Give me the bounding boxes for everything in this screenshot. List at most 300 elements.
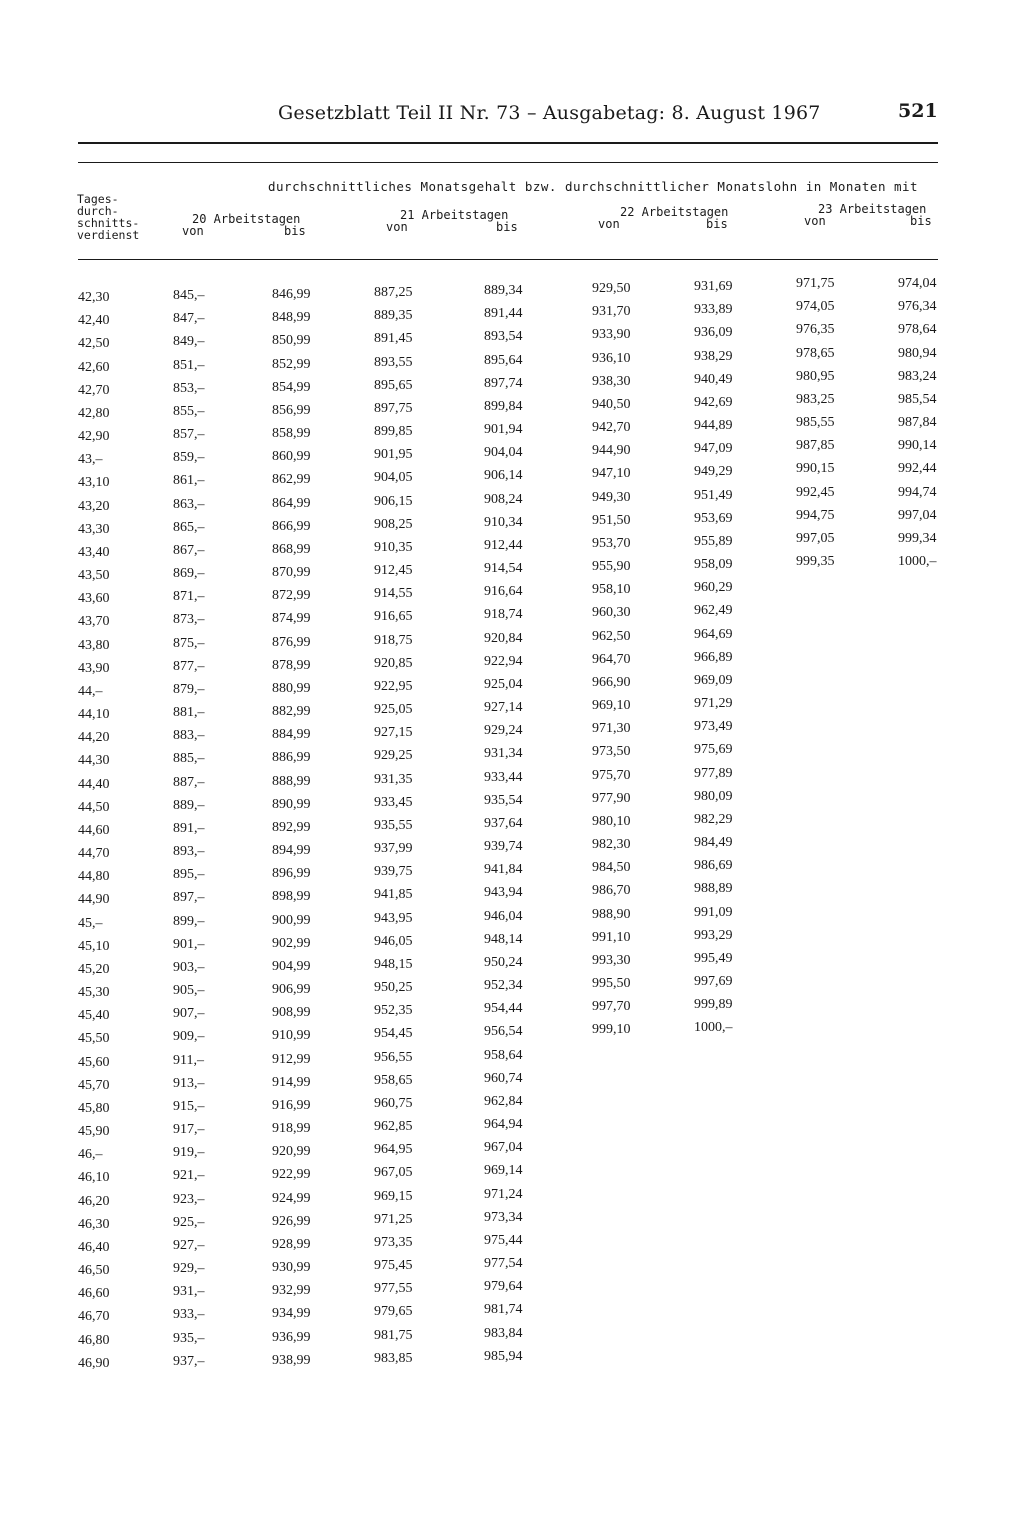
cell-von-23: 994,75 [796,507,835,523]
cell-tagesverdienst: 42,40 [78,313,110,329]
cell-bis-20: 928,99 [272,1236,311,1252]
cell-von-20: 851,– [173,357,205,373]
cell-von-22: 964,70 [592,651,631,667]
cell-tagesverdienst: 44,20 [78,730,110,746]
cell-von-21: 910,35 [374,539,413,555]
cell-bis-22: 936,09 [694,325,733,341]
cell-von-20: 907,– [173,1006,205,1022]
cell-bis-22: 988,89 [694,881,733,897]
cell-tagesverdienst: 43,30 [78,521,110,537]
cell-von-20: 871,– [173,589,205,605]
cell-von-20: 937,– [173,1353,205,1369]
span-header: durchschnittliches Monatsgehalt bzw. durchschnittlicher Monatslohn in Monaten mit [268,179,919,194]
cell-von-22: 958,10 [592,582,631,598]
cell-von-21: 920,85 [374,655,413,671]
cell-bis-21: 895,64 [484,352,523,368]
cell-tagesverdienst: 46,70 [78,1309,110,1325]
cell-von-21: 929,25 [374,748,413,764]
cell-von-21: 912,45 [374,563,413,579]
cell-von-20: 845,– [173,288,205,303]
cell-bis-22: 960,29 [694,580,733,596]
cell-von-22: 966,90 [592,674,631,690]
cell-bis-22: 962,49 [694,603,733,619]
cell-von-20: 889,– [173,797,205,813]
cell-von-20: 935,– [173,1330,205,1346]
cell-bis-22: 997,69 [694,974,733,990]
cell-tagesverdienst: 44,40 [78,776,110,792]
cell-von-23: 983,25 [796,391,835,407]
cell-bis-22: 931,69 [694,279,733,294]
cell-von-20: 923,– [173,1191,205,1207]
cell-von-21: 958,65 [374,1072,413,1088]
cell-tagesverdienst: 45,80 [78,1100,110,1116]
group-bis-label: bis [284,224,306,238]
cell-von-21: 941,85 [374,887,413,903]
cell-von-21: 950,25 [374,980,413,996]
cell-bis-22: 969,09 [694,672,733,688]
cell-von-21: 918,75 [374,632,413,648]
cell-tagesverdienst: 43,50 [78,568,110,584]
cell-von-20: 893,– [173,844,205,860]
cell-von-20: 899,– [173,913,205,929]
cell-bis-22: 949,29 [694,464,733,480]
cell-bis-20: 886,99 [272,750,311,766]
cell-von-21: 971,25 [374,1211,413,1227]
cell-bis-21: 977,54 [484,1256,523,1272]
cell-bis-20: 850,99 [272,333,311,349]
cell-bis-20: 910,99 [272,1028,311,1044]
cell-bis-22: 1000,– [694,1020,733,1036]
cell-tagesverdienst: 45,20 [78,961,110,977]
cell-bis-21: 967,04 [484,1140,523,1156]
cell-tagesverdienst: 44,90 [78,892,110,908]
cell-tagesverdienst: 44,80 [78,869,110,885]
cell-tagesverdienst: 43,70 [78,614,110,630]
cell-von-22: 995,50 [592,976,631,992]
cell-bis-20: 922,99 [272,1167,311,1183]
cell-bis-22: 982,29 [694,811,733,827]
cell-von-22: 947,10 [592,466,631,482]
cell-von-20: 849,– [173,334,205,350]
cell-von-21: 906,15 [374,493,413,509]
cell-bis-21: 964,94 [484,1117,523,1133]
cell-von-20: 927,– [173,1237,205,1253]
cell-bis-20: 896,99 [272,866,311,882]
cell-tagesverdienst: 44,30 [78,753,110,769]
cell-bis-21: 914,54 [484,561,523,577]
cell-bis-21: 971,24 [484,1186,523,1202]
group-bis-label: bis [496,220,518,234]
cell-bis-20: 888,99 [272,773,311,789]
cell-tagesverdienst: 42,70 [78,382,110,398]
cell-von-21: 922,95 [374,678,413,694]
cell-bis-20: 854,99 [272,379,311,395]
cell-tagesverdienst: 43,60 [78,591,110,607]
cell-tagesverdienst: 44,10 [78,707,110,723]
cell-bis-21: 981,74 [484,1302,523,1318]
cell-von-20: 869,– [173,566,205,582]
cell-von-22: 931,70 [592,304,631,320]
cell-bis-20: 878,99 [272,657,311,673]
cell-von-21: 904,05 [374,470,413,486]
cell-bis-20: 852,99 [272,356,311,372]
cell-tagesverdienst: 45,40 [78,1008,110,1024]
cell-tagesverdienst: 42,30 [78,290,110,305]
cell-bis-21: 912,44 [484,537,523,553]
cell-von-20: 881,– [173,705,205,721]
cell-von-21: 927,15 [374,725,413,741]
cell-bis-22: 999,89 [694,997,733,1013]
cell-bis-21: 950,24 [484,954,523,970]
cell-bis-20: 930,99 [272,1260,311,1276]
cell-von-20: 847,– [173,311,205,327]
cell-von-20: 883,– [173,728,205,744]
row-label-header-line: durch- [77,204,119,218]
cell-bis-20: 898,99 [272,889,311,905]
cell-von-21: 969,15 [374,1188,413,1204]
cell-bis-21: 901,94 [484,422,523,438]
cell-bis-20: 900,99 [272,912,311,928]
table-top-rule [78,162,938,163]
cell-von-22: 986,70 [592,883,631,899]
cell-bis-22: 953,69 [694,510,733,526]
cell-von-23: 974,05 [796,299,835,315]
cell-bis-21: 893,54 [484,329,523,345]
cell-von-21: 979,65 [374,1304,413,1320]
cell-bis-21: 941,84 [484,862,523,878]
cell-bis-21: 931,34 [484,746,523,762]
group-von-label: von [598,217,620,231]
cell-von-22: 997,70 [592,999,631,1015]
cell-von-21: 887,25 [374,285,413,300]
row-label-header-line: verdienst [77,228,140,242]
cell-tagesverdienst: 42,50 [78,336,110,352]
cell-von-21: 981,75 [374,1327,413,1343]
cell-bis-20: 866,99 [272,518,311,534]
cell-bis-20: 882,99 [272,704,311,720]
cell-von-21: 935,55 [374,817,413,833]
cell-bis-21: 943,94 [484,885,523,901]
group-von-label: von [386,220,408,234]
cell-bis-20: 924,99 [272,1190,311,1206]
cell-bis-20: 920,99 [272,1144,311,1160]
cell-von-20: 913,– [173,1075,205,1091]
cell-von-23: 992,45 [796,484,835,500]
page-header [0,0,1024,160]
row-label-header [77,193,157,241]
cell-von-22: 942,70 [592,420,631,436]
cell-von-20: 931,– [173,1284,205,1300]
cell-bis-20: 846,99 [272,287,311,302]
cell-von-23: 976,35 [796,322,835,338]
cell-bis-22: 964,69 [694,626,733,642]
cell-bis-23: 983,24 [898,368,937,384]
cell-von-20: 897,– [173,890,205,906]
cell-bis-21: 939,74 [484,839,523,855]
cell-tagesverdienst: 46,– [78,1147,103,1163]
cell-von-20: 925,– [173,1214,205,1230]
cell-von-23: 971,75 [796,276,835,291]
cell-tagesverdienst: 46,40 [78,1239,110,1255]
row-label-header-line: Tages- [77,192,119,206]
cell-von-21: 908,25 [374,516,413,532]
cell-von-21: 948,15 [374,956,413,972]
cell-von-21: 901,95 [374,447,413,463]
group-title: 20 Arbeitstagen [192,212,301,226]
cell-tagesverdienst: 46,30 [78,1216,110,1232]
cell-bis-21: 956,54 [484,1024,523,1040]
cell-von-22: 940,50 [592,396,631,412]
cell-von-22: 951,50 [592,512,631,528]
cell-von-21: 925,05 [374,702,413,718]
cell-bis-21: 954,44 [484,1001,523,1017]
cell-bis-22: 933,89 [694,302,733,318]
cell-bis-20: 902,99 [272,935,311,951]
cell-bis-23: 978,64 [898,322,937,338]
cell-von-21: 933,45 [374,794,413,810]
cell-tagesverdienst: 44,– [78,683,103,699]
cell-bis-20: 912,99 [272,1051,311,1067]
cell-bis-21: 927,14 [484,700,523,716]
cell-von-22: 991,10 [592,929,631,945]
cell-tagesverdienst: 43,10 [78,475,110,491]
cell-von-22: 944,90 [592,443,631,459]
cell-von-22: 933,90 [592,327,631,343]
cell-bis-20: 932,99 [272,1283,311,1299]
cell-bis-20: 914,99 [272,1074,311,1090]
cell-bis-22: 966,89 [694,649,733,665]
cell-bis-23: 990,14 [898,438,937,454]
cell-von-22: 962,50 [592,628,631,644]
cell-von-23: 980,95 [796,368,835,384]
cell-von-22: 953,70 [592,535,631,551]
cell-bis-22: 973,49 [694,719,733,735]
cell-von-21: 893,55 [374,354,413,370]
cell-von-20: 863,– [173,496,205,512]
cell-bis-22: 947,09 [694,441,733,457]
cell-von-20: 905,– [173,983,205,999]
cell-tagesverdienst: 45,60 [78,1054,110,1070]
cell-tagesverdienst: 46,10 [78,1170,110,1186]
cell-von-21: 931,35 [374,771,413,787]
cell-bis-21: 948,14 [484,931,523,947]
table-header-rule [78,259,938,260]
cell-bis-21: 985,94 [484,1348,523,1364]
cell-von-20: 909,– [173,1029,205,1045]
group-von-label: von [804,214,826,228]
cell-bis-23: 976,34 [898,299,937,315]
cell-bis-21: 908,24 [484,491,523,507]
cell-bis-20: 884,99 [272,727,311,743]
cell-von-20: 877,– [173,658,205,674]
cell-von-22: 988,90 [592,906,631,922]
cell-bis-20: 892,99 [272,819,311,835]
cell-von-22: 993,30 [592,952,631,968]
cell-tagesverdienst: 45,30 [78,985,110,1001]
cell-von-20: 873,– [173,612,205,628]
cell-bis-22: 975,69 [694,742,733,758]
cell-von-23: 990,15 [796,461,835,477]
cell-von-23: 997,05 [796,530,835,546]
cell-bis-21: 910,34 [484,514,523,530]
cell-von-22: 929,50 [592,281,631,296]
cell-bis-20: 916,99 [272,1097,311,1113]
cell-bis-20: 872,99 [272,588,311,604]
cell-von-21: 977,55 [374,1281,413,1297]
cell-bis-22: 991,09 [694,904,733,920]
cell-tagesverdienst: 45,70 [78,1077,110,1093]
cell-bis-22: 986,69 [694,858,733,874]
cell-bis-22: 995,49 [694,950,733,966]
cell-bis-20: 858,99 [272,426,311,442]
cell-bis-20: 862,99 [272,472,311,488]
cell-bis-23: 985,54 [898,391,937,407]
cell-bis-21: 889,34 [484,283,523,298]
cell-tagesverdienst: 44,60 [78,822,110,838]
cell-bis-20: 880,99 [272,680,311,696]
cell-bis-21: 960,74 [484,1070,523,1086]
cell-bis-21: 920,84 [484,630,523,646]
row-label-header-line: schnitts- [77,216,140,230]
cell-von-22: 975,70 [592,767,631,783]
cell-von-21: 891,45 [374,331,413,347]
group-bis-label: bis [910,214,932,228]
cell-bis-20: 934,99 [272,1306,311,1322]
cell-bis-22: 951,49 [694,487,733,503]
cell-bis-23: 1000,– [898,554,937,570]
cell-von-21: 983,85 [374,1350,413,1366]
cell-bis-20: 938,99 [272,1352,311,1368]
cell-bis-21: 983,84 [484,1325,523,1341]
cell-von-22: 938,30 [592,373,631,389]
cell-bis-21: 897,74 [484,375,523,391]
cell-bis-23: 980,94 [898,345,937,361]
cell-von-21: 914,55 [374,586,413,602]
cell-tagesverdienst: 46,90 [78,1355,110,1371]
cell-tagesverdienst: 42,80 [78,405,110,421]
cell-bis-23: 987,84 [898,415,937,431]
cell-von-20: 859,– [173,450,205,466]
cell-von-23: 987,85 [796,438,835,454]
cell-bis-21: 946,04 [484,908,523,924]
cell-bis-22: 984,49 [694,835,733,851]
cell-von-21: 952,35 [374,1003,413,1019]
cell-von-20: 903,– [173,959,205,975]
cell-von-21: 916,65 [374,609,413,625]
cell-bis-22: 993,29 [694,927,733,943]
cell-von-20: 867,– [173,542,205,558]
cell-bis-21: 969,14 [484,1163,523,1179]
cell-von-20: 887,– [173,774,205,790]
cell-bis-22: 955,89 [694,533,733,549]
cell-bis-21: 933,44 [484,769,523,785]
cell-tagesverdienst: 43,80 [78,637,110,653]
cell-von-21: 962,85 [374,1119,413,1135]
cell-bis-21: 952,34 [484,978,523,994]
cell-von-22: 980,10 [592,813,631,829]
cell-tagesverdienst: 46,20 [78,1193,110,1209]
cell-von-20: 917,– [173,1122,205,1138]
cell-von-23: 978,65 [796,345,835,361]
cell-von-20: 879,– [173,681,205,697]
cell-bis-21: 904,04 [484,445,523,461]
cell-bis-23: 999,34 [898,530,937,546]
cell-bis-20: 876,99 [272,634,311,650]
cell-von-21: 956,55 [374,1049,413,1065]
cell-bis-22: 944,89 [694,418,733,434]
cell-von-21: 960,75 [374,1095,413,1111]
cell-von-20: 933,– [173,1307,205,1323]
cell-bis-20: 856,99 [272,402,311,418]
cell-von-20: 919,– [173,1145,205,1161]
cell-bis-20: 936,99 [272,1329,311,1345]
cell-von-22: 973,50 [592,744,631,760]
group-von-label: von [182,224,204,238]
cell-bis-22: 971,29 [694,696,733,712]
cell-bis-20: 908,99 [272,1005,311,1021]
cell-bis-20: 874,99 [272,611,311,627]
cell-bis-21: 958,64 [484,1047,523,1063]
cell-von-21: 943,95 [374,910,413,926]
cell-von-23: 999,35 [796,554,835,570]
cell-bis-22: 938,29 [694,348,733,364]
cell-von-21: 939,75 [374,864,413,880]
page-number: 521 [898,100,938,122]
cell-bis-21: 962,84 [484,1093,523,1109]
cell-von-20: 865,– [173,519,205,535]
cell-von-21: 954,45 [374,1026,413,1042]
cell-von-21: 967,05 [374,1165,413,1181]
cell-bis-21: 975,44 [484,1232,523,1248]
cell-bis-20: 868,99 [272,541,311,557]
cell-von-20: 901,– [173,936,205,952]
top-rule [78,142,938,144]
cell-tagesverdienst: 43,– [78,452,103,468]
cell-von-20: 921,– [173,1168,205,1184]
cell-tagesverdienst: 44,70 [78,846,110,862]
cell-von-22: 977,90 [592,790,631,806]
cell-von-20: 861,– [173,473,205,489]
cell-bis-21: 973,34 [484,1209,523,1225]
cell-tagesverdienst: 42,90 [78,429,110,445]
cell-bis-23: 992,44 [898,461,937,477]
cell-bis-22: 977,89 [694,765,733,781]
cell-tagesverdienst: 46,80 [78,1332,110,1348]
cell-bis-22: 942,69 [694,394,733,410]
cell-von-23: 985,55 [796,415,835,431]
cell-bis-21: 899,84 [484,398,523,414]
cell-von-21: 964,95 [374,1142,413,1158]
cell-tagesverdienst: 45,– [78,915,103,931]
cell-bis-23: 997,04 [898,507,937,523]
cell-bis-20: 860,99 [272,449,311,465]
cell-tagesverdienst: 42,60 [78,359,110,375]
cell-von-20: 855,– [173,403,205,419]
cell-bis-22: 980,09 [694,788,733,804]
cell-von-20: 911,– [173,1052,204,1068]
cell-bis-20: 906,99 [272,982,311,998]
cell-von-20: 885,– [173,751,205,767]
cell-bis-23: 974,04 [898,276,937,291]
cell-bis-21: 937,64 [484,815,523,831]
cell-von-22: 984,50 [592,860,631,876]
cell-von-20: 875,– [173,635,205,651]
cell-tagesverdienst: 43,40 [78,544,110,560]
cell-von-21: 937,99 [374,841,413,857]
cell-tagesverdienst: 46,60 [78,1286,110,1302]
cell-von-22: 969,10 [592,698,631,714]
cell-bis-20: 918,99 [272,1121,311,1137]
